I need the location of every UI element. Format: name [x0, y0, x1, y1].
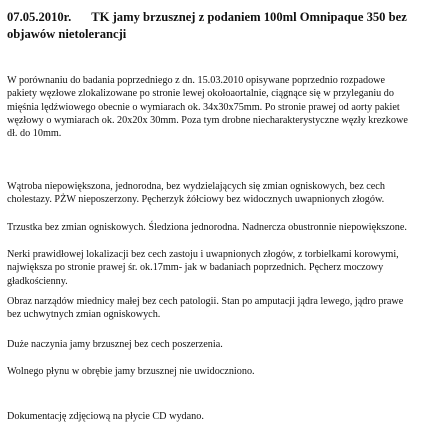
paragraph-lymph-nodes — [7, 74, 429, 140]
paragraph-line: Wątroba niepowiększona, jednorodna, bez wydzielających się zmian ogniskowych, bez cech — [7, 181, 385, 192]
document-heading — [7, 9, 427, 43]
paragraph-line: mięśnia lędźwiowego obecnie o wymiarach ok. 34x30x75mm. Po stronie prawej od aorty pakiet — [7, 101, 400, 113]
exam-title-line-2: objawów nietolerancji — [7, 27, 127, 41]
paragraph-line: Dokumentację zdjęciową na płycie CD wydano. — [7, 411, 204, 422]
paragraph-line: Wolnego płynu w obrębie jamy brzusznej nie uwidoczniono. — [7, 366, 255, 377]
paragraph-line: Nerki prawidłowej lokalizacji bez cech zastoju i uwapnionych złogów, z torbielkami korowymi, — [7, 249, 399, 260]
paragraph-free-fluid — [7, 365, 429, 378]
paragraph-line: W porównaniu do badania poprzedniego z dn. 15.03.2010 opisywane poprzednio rozpadowe — [7, 75, 386, 86]
exam-title-line-1: TK jamy brzusznej z podaniem 100ml Omnipaque 350 bez — [91, 10, 407, 24]
paragraph-line: dł. do 10mm. — [7, 128, 62, 140]
paragraph-line: gładkościenny. — [7, 275, 68, 287]
paragraph-line: bez uchwytnych zmian ogniskowych. — [7, 309, 161, 321]
paragraph-vessels — [7, 338, 429, 351]
paragraph-line: węzłowy o wymiarach ok. 20x20x 30mm. Poza tym drobne niecharakterystyczne węzły krezkowe — [7, 114, 408, 126]
paragraph-kidneys — [7, 248, 429, 288]
paragraph-pancreas — [7, 221, 429, 234]
paragraph-line: Duże naczynia jamy brzusznej bez cech poszerzenia. — [7, 339, 223, 350]
paragraph-pelvis — [7, 295, 429, 322]
paragraph-line: Trzustka bez zmian ogniskowych. Śledziona jednorodna. Nadnercza obustronnie niepowiększone. — [7, 222, 407, 233]
paragraph-line: Obraz narządów miednicy małej bez cech patologii. Stan po amputacji jądra lewego, jądro prawe — [7, 296, 404, 307]
paragraph-line: cholestazy. PŻW nieposzerzony. Pęcherzyk żółciowy bez widocznych uwapnionych złogów. — [7, 194, 385, 206]
paragraph-documentation — [7, 410, 429, 423]
paragraph-line: największa po stronie prawej śr. ok.17mm- jak w badaniach poprzednich. Pęcherz moczowy — [7, 262, 384, 274]
paragraph-liver — [7, 180, 429, 207]
paragraph-line: pakiety węzłowe zlokalizowane po stronie lewej okołoaortalnie, ciągnące się w przyleganiu do — [7, 88, 394, 100]
exam-date: 07.05.2010r. — [7, 10, 72, 24]
